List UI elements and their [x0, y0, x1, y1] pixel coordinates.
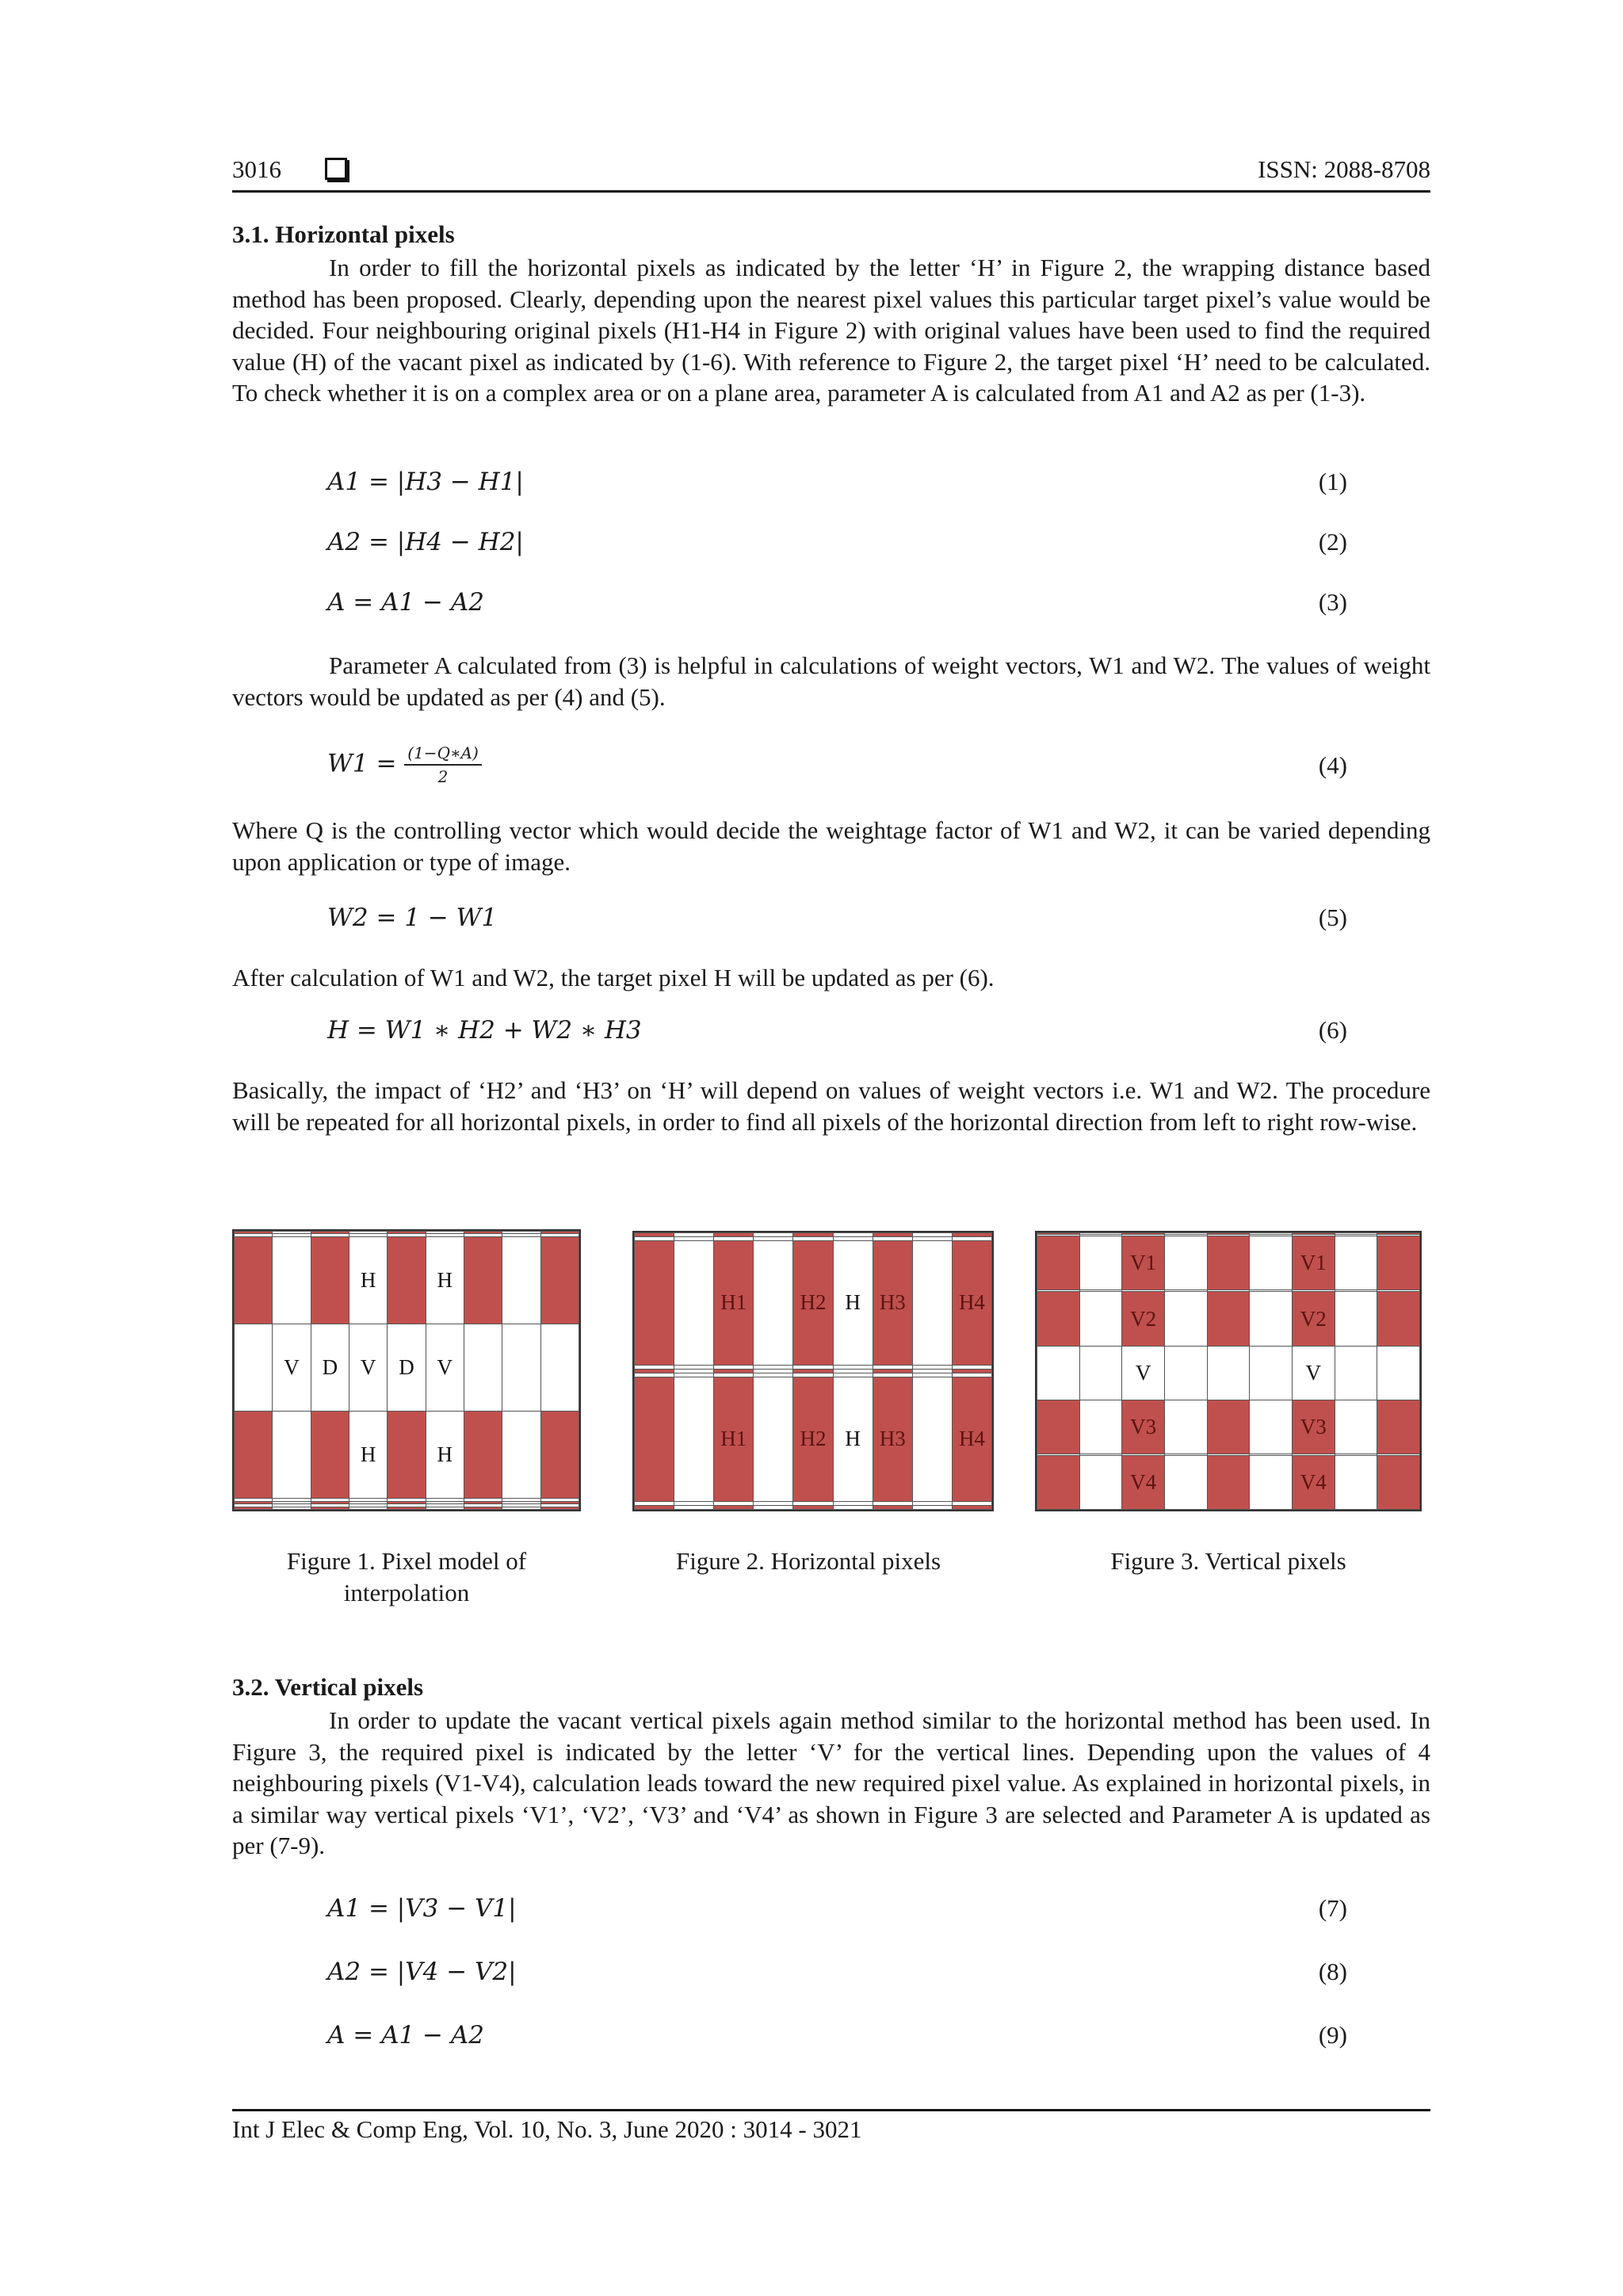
equation-4-lhs: W1 =: [327, 749, 405, 778]
vacant-pixel: [464, 1324, 502, 1411]
vacant-pixel: [833, 1506, 873, 1510]
original-pixel-h2: H2: [793, 1377, 833, 1501]
vacant-pixel: [273, 1412, 311, 1499]
original-pixel-v4: V4: [1292, 1455, 1335, 1509]
vacant-pixel: [1250, 1292, 1293, 1346]
original-pixel: [540, 1412, 579, 1499]
original-pixel: [235, 1507, 273, 1509]
original-pixel-h2: H2: [793, 1240, 833, 1365]
vacant-pixel-h: H: [426, 1236, 464, 1324]
paragraph: In order to fill the horizontal pixels as indicated by the letter ‘H’ in Figure 2, the wrapping distance based method has been proposed. Clearly, depending upon the nearest pixel values this particular target pixel’s value would be decided. Four neighbouring original pixels (H1-H4 in Figure 2) with original values have been used to find the required value (H) of the vacant pixel as indicated by (1-6). With reference to Figure 2, the target pixel ‘H’ need to be calculated. To check whether it is on a complex area or on a plane area, parameter A is calculated from A1 and A2 as per (1-3).: [232, 254, 1430, 407]
original-pixel: [464, 1236, 502, 1324]
original-pixel: [635, 1506, 674, 1510]
vacant-pixel-d: D: [388, 1324, 426, 1411]
vacant-pixel: [540, 1324, 579, 1411]
footer-citation: Int J Elec & Comp Eng, Vol. 10, No. 3, June 2020 : 3014 - 3021: [232, 2115, 862, 2143]
original-pixel: [464, 1412, 502, 1499]
equation-5: W2 = 1 − W1: [327, 904, 498, 932]
original-pixel: [540, 1236, 579, 1324]
equation-9: A = A1 − A2: [327, 2021, 484, 2050]
original-pixel: [1377, 1400, 1420, 1454]
original-pixel: [235, 1412, 273, 1499]
equation-number: (4): [1318, 751, 1347, 779]
vacant-pixel: [502, 1507, 540, 1509]
original-pixel-h3: H3: [873, 1240, 912, 1365]
vacant-pixel: [426, 1507, 464, 1509]
vacant-pixel: [1164, 1236, 1207, 1290]
paragraph: In order to update the vacant vertical pixels again method similar to the horizontal method has been used. In Figure 3, the required pixel is indicated by the letter ‘V’ for the vertical lines. Depending upon the values of 4 neighbouring pixels (V1-V4), calculation leads toward the new required pixel value. As explained in horizontal pixels, in a similar way vertical pixels ‘V1’, ‘V2’, ‘V3’ and ‘V4’ as shown in Figure 3 are selected and Parameter A is updated as per (7-9).: [232, 1706, 1430, 1860]
vacant-pixel: [1250, 1236, 1293, 1290]
vacant-pixel: [754, 1377, 793, 1501]
vacant-pixel: [502, 1412, 540, 1499]
original-pixel-v2: V2: [1292, 1292, 1335, 1346]
vacant-pixel: [273, 1236, 311, 1324]
original-pixel: [1037, 1236, 1080, 1290]
vacant-pixel: [1250, 1455, 1293, 1509]
vacant-pixel: [1037, 1346, 1080, 1400]
vacant-pixel-v: V: [273, 1324, 311, 1411]
vacant-pixel: [1164, 1400, 1207, 1454]
original-pixel-v1: V1: [1122, 1236, 1165, 1290]
figure-2-horizontal-pixels: [632, 1231, 994, 1511]
vacant-pixel-v: V: [1292, 1346, 1335, 1400]
vacant-pixel: [1335, 1236, 1377, 1290]
original-pixel: [311, 1236, 349, 1324]
original-pixel: [464, 1507, 502, 1509]
paragraph: Where Q is the controlling vector which would decide the weightage factor of W1 and W2, it can be varied depending upon application or type of image.: [232, 816, 1430, 876]
original-pixel: [635, 1377, 674, 1501]
original-pixel: [311, 1507, 349, 1509]
paragraph: Basically, the impact of ‘H2’ and ‘H3’ on ‘H’ will depend on values of weight vectors i.e. W1 and W2. The procedure will be repeated for all horizontal pixels, in order to find all pixels of the horizontal direction from left to right row-wise.: [232, 1076, 1430, 1136]
equation-number: (6): [1318, 1016, 1347, 1044]
figure-3-caption: Figure 3. Vertical pixels: [1110, 1547, 1346, 1575]
figure-1-caption: Figure 1. Pixel model of interpolation: [286, 1547, 527, 1606]
vacant-pixel: [1377, 1346, 1420, 1400]
original-pixel: [1037, 1400, 1080, 1454]
equation-4: [327, 743, 482, 786]
equation-number: (3): [1318, 588, 1347, 616]
original-pixel: [635, 1240, 674, 1365]
original-pixel-h4: H4: [952, 1240, 991, 1365]
figure-2-caption: Figure 2. Horizontal pixels: [675, 1547, 941, 1575]
original-pixel: [388, 1507, 426, 1509]
equation-4-fraction: [404, 743, 482, 786]
original-pixel: [1207, 1292, 1250, 1346]
vacant-pixel-v: V: [349, 1324, 387, 1411]
original-pixel-h1: H1: [714, 1240, 754, 1365]
vacant-pixel: [1164, 1346, 1207, 1400]
figure-1-pixel-grid: [232, 1229, 581, 1511]
vacant-pixel: [912, 1506, 952, 1510]
original-pixel: [1207, 1455, 1250, 1509]
equation-number: (7): [1318, 1894, 1347, 1922]
vacant-pixel: [912, 1240, 952, 1365]
vacant-pixel: [1079, 1292, 1122, 1346]
fraction-denominator: 2: [437, 767, 449, 786]
vacant-pixel: [1079, 1455, 1122, 1509]
vacant-pixel: [502, 1324, 540, 1411]
vacant-pixel-h: H: [833, 1377, 873, 1501]
original-pixel: [952, 1506, 991, 1510]
vacant-pixel: [349, 1507, 387, 1509]
figure-3-vertical-pixels: [1035, 1231, 1422, 1511]
original-pixel: [1207, 1236, 1250, 1290]
vacant-pixel: [1250, 1400, 1293, 1454]
vacant-pixel: [235, 1324, 273, 1411]
original-pixel-v3: V3: [1292, 1400, 1335, 1454]
original-pixel-h3: H3: [873, 1377, 912, 1501]
original-pixel: [1377, 1236, 1420, 1290]
equation-number: (1): [1318, 468, 1347, 495]
original-pixel-v1: V1: [1292, 1236, 1335, 1290]
vacant-pixel: [674, 1377, 714, 1501]
original-pixel: [1377, 1292, 1420, 1346]
vacant-pixel: [674, 1506, 714, 1510]
equation-number: (2): [1318, 528, 1347, 556]
equation-6: H = W1 ∗ H2 + W2 ∗ H3: [327, 1016, 642, 1045]
original-pixel: [873, 1506, 912, 1510]
vacant-pixel: [754, 1506, 793, 1510]
vacant-pixel: [1079, 1346, 1122, 1400]
equation-2: A2 = |H4 − H2|: [327, 528, 524, 556]
vacant-pixel-d: D: [311, 1324, 349, 1411]
vacant-pixel: [1335, 1346, 1377, 1400]
original-pixel-h1: H1: [714, 1377, 754, 1501]
paragraph: After calculation of W1 and W2, the target pixel H will be updated as per (6).: [232, 964, 995, 991]
original-pixel: [714, 1506, 754, 1510]
vacant-pixel-v: V: [1122, 1346, 1165, 1400]
vacant-pixel: [1250, 1346, 1293, 1400]
section-heading-horizontal: 3.1. Horizontal pixels: [232, 220, 455, 248]
vacant-pixel: [1164, 1455, 1207, 1509]
vacant-pixel: [1335, 1455, 1377, 1509]
equation-8: A2 = |V4 − V2|: [327, 1958, 517, 1986]
vacant-pixel: [674, 1240, 714, 1365]
original-pixel-v4: V4: [1122, 1455, 1165, 1509]
equation-number: (5): [1318, 904, 1347, 931]
vacant-pixel-v: V: [426, 1324, 464, 1411]
original-pixel: [1037, 1455, 1080, 1509]
vacant-pixel: [754, 1240, 793, 1365]
page-number: 3016: [232, 155, 281, 183]
vacant-pixel: [1335, 1292, 1377, 1346]
original-pixel: [388, 1236, 426, 1324]
vacant-pixel: [912, 1377, 952, 1501]
vacant-pixel-h: H: [833, 1240, 873, 1365]
original-pixel-v2: V2: [1122, 1292, 1165, 1346]
original-pixel: [793, 1506, 833, 1510]
vacant-pixel: [1207, 1346, 1250, 1400]
equation-number: (8): [1318, 1958, 1347, 1985]
box-icon: [325, 158, 347, 184]
original-pixel: [1207, 1400, 1250, 1454]
equation-3: A = A1 − A2: [327, 588, 484, 617]
original-pixel: [1377, 1455, 1420, 1509]
issn: ISSN: 2088-8708: [1258, 155, 1430, 183]
vacant-pixel: [1164, 1292, 1207, 1346]
vacant-pixel-h: H: [349, 1236, 387, 1324]
fraction-numerator: (1−Q∗A): [404, 743, 482, 766]
equation-7: A1 = |V3 − V1|: [327, 1894, 517, 1923]
original-pixel: [540, 1507, 579, 1509]
original-pixel: [311, 1412, 349, 1499]
equation-number: (9): [1318, 2021, 1347, 2049]
original-pixel: [1037, 1292, 1080, 1346]
vacant-pixel: [273, 1507, 311, 1509]
vacant-pixel-h: H: [349, 1412, 387, 1499]
footer-rule: [232, 2109, 1430, 2111]
vacant-pixel: [1335, 1400, 1377, 1454]
vacant-pixel-h: H: [426, 1412, 464, 1499]
original-pixel: [235, 1236, 273, 1324]
vacant-pixel: [1079, 1236, 1122, 1290]
vacant-pixel: [502, 1236, 540, 1324]
section-heading-vertical: 3.2. Vertical pixels: [232, 1673, 424, 1701]
original-pixel: [388, 1412, 426, 1499]
paragraph: Parameter A calculated from (3) is helpful in calculations of weight vectors, W1 and W2. The values of weight vectors would be updated as per (4) and (5).: [232, 651, 1430, 711]
equation-1: A1 = |H3 − H1|: [327, 468, 524, 496]
vacant-pixel: [1079, 1400, 1122, 1454]
original-pixel-h4: H4: [952, 1377, 991, 1501]
original-pixel-v3: V3: [1122, 1400, 1165, 1454]
header-rule: [232, 190, 1430, 193]
